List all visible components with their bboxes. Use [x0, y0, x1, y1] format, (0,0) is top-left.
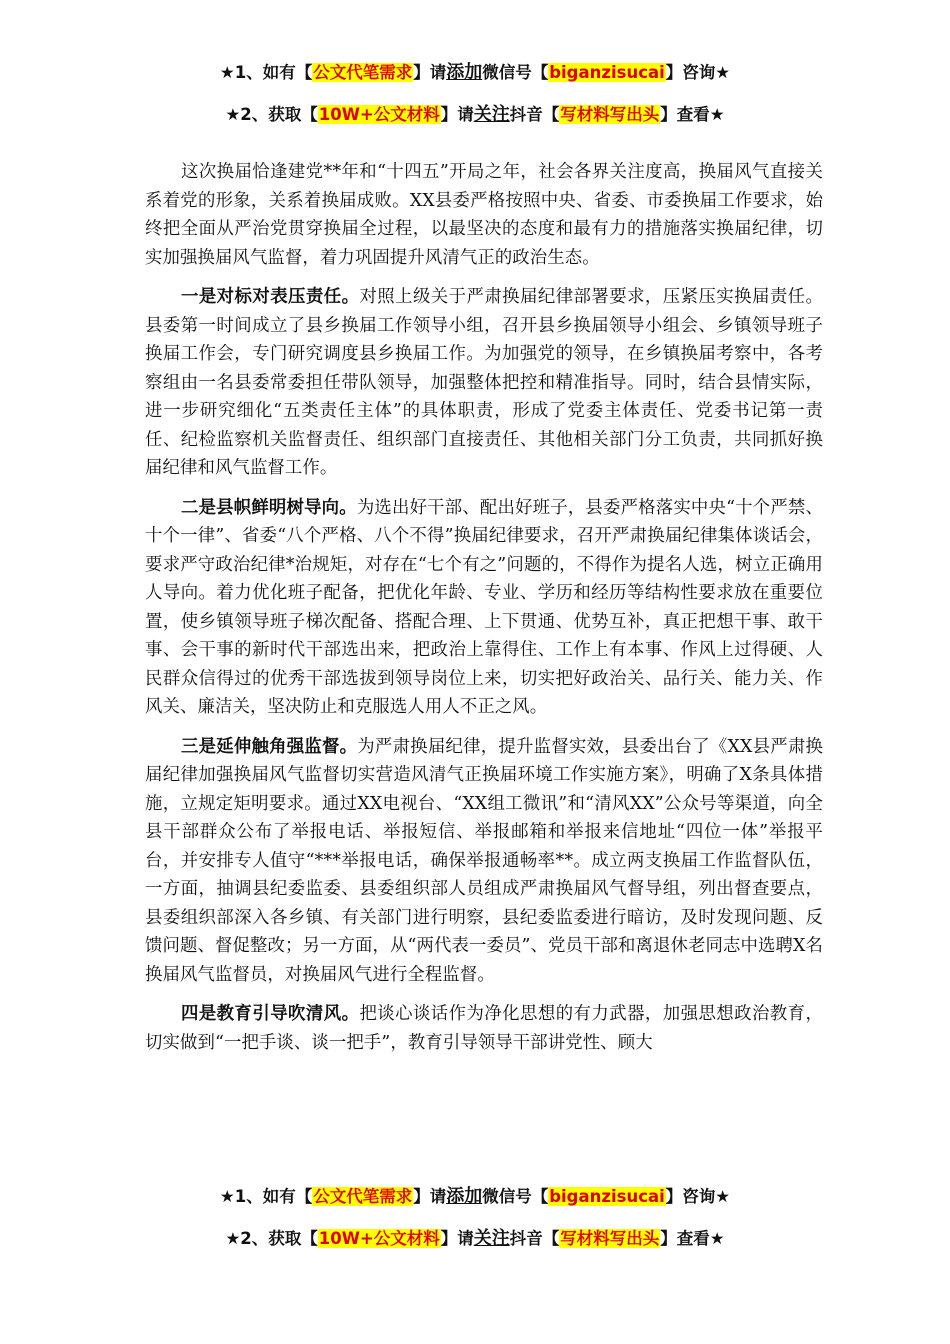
paragraph-lead: 三是延伸触角强监督。 [181, 736, 358, 757]
section-paragraph-4 [145, 1000, 823, 1057]
paragraph-text: 对照上级关于严肃换届纪律部署要求，压紧压实换届责任。县委第一时间成立了县乡换届工作领导小组，召开县乡换届领导小组会、乡镇领导班子换届工作会，专门研究调度县乡换届工作。为加强党的领导，在乡镇换届考察中，各考察组由一名县委常委担任带队领导，加强整体把控和精准指导。同时，结合县情实际，进一步研究细化“五类责任主体”的具体职责，形成了党委主体责任、党委书记第一责任、纪检监察机关监督责任、组织部门直接责任、其他相关部门分工负责，共同抓好换届纪律和风气监督工作。 [145, 287, 823, 478]
promo-text: 微信号【 [482, 63, 549, 82]
promo-line-1 [0, 62, 950, 84]
paragraph-lead: 四是教育引导吹清风。 [181, 1004, 360, 1024]
promo-underlined-text: 关注 [473, 104, 510, 125]
promo-prefix: ★1、如有【 [219, 1187, 313, 1206]
promo-underlined-text: 添加 [446, 62, 483, 83]
promo-suffix: 】查看★ [660, 105, 725, 124]
paragraph-text: 为选出好干部、配出好班子，县委严格落实中央“十个严禁、十个一律”、省委“八个严格、八个不得”换届纪律要求，召开严肃换届纪律集体谈话会，要求严守政治纪律*治规矩，对存在“七个有之”问题的，不得作为提名人选，树立正确用人导向。着力优化班子配备，把优化年龄、专业、学历和经历等结构性要求放在重要位置，使乡镇领导班子梯次配备、搭配合理、上下贯通、优势互补，真正把想干事、敢干事、会干事的新时代干部选出来，把政治上靠得住、工作上有本事、作风上过得硬、人民群众信得过的优秀干部选拔到领导岗位上来，切实把好政治关、品行关、能力关、作风关、廉洁关，坚决防止和克服选人用人不正之风。 [145, 497, 823, 717]
paragraph-text: 这次换届恰逢建党**年和“十四五”开局之年，社会各界关注度高，换届风气直接关系着党的形象，关系着换届成败。XX县委严格按照中央、省委、市委换届工作要求，始终把全面从严治党贯穿换届全过程，以最坚决的态度和最有力的措施落实换届纪律，切实加强换届风气监督，着力巩固提升风清气正的政治生态。 [145, 162, 823, 268]
promo-prefix: ★1、如有【 [219, 63, 313, 82]
promo-prefix: ★2、获取【 [225, 1229, 318, 1248]
promo-highlight: 公文代笔需求 [313, 63, 413, 82]
promo-suffix: 】咨询★ [665, 1187, 731, 1206]
promo-highlight: biganzisucai [549, 1187, 665, 1206]
promo-text: 抖音【 [509, 1229, 560, 1248]
promo-text: 】请 [440, 105, 474, 124]
promo-text: 】请 [413, 63, 447, 82]
promo-line-2 [0, 104, 950, 126]
promo-underlined-text: 添加 [446, 1186, 483, 1207]
promo-highlight: 10W+公文材料 [318, 1229, 440, 1248]
promo-underlined-text: 关注 [473, 1228, 510, 1249]
top-promo-banner [0, 62, 950, 146]
promo-prefix: ★2、获取【 [225, 105, 318, 124]
promo-suffix: 】查看★ [660, 1229, 725, 1248]
promo-text: 】请 [413, 1187, 447, 1206]
section-paragraph-1 [145, 283, 823, 483]
paragraph-lead: 二是县帜鲜明树导向。 [181, 497, 357, 518]
section-paragraph-2 [145, 494, 823, 722]
promo-highlight: biganzisucai [549, 63, 665, 82]
promo-highlight: 公文代笔需求 [313, 1187, 413, 1206]
promo-text: 】请 [440, 1229, 474, 1248]
promo-suffix: 】咨询★ [665, 63, 731, 82]
promo-line-1 [0, 1186, 950, 1208]
promo-highlight: 写材料写出头 [560, 1229, 660, 1248]
paragraph-text: 为严肃换届纪律，提升监督实效，县委出台了《XX县严肃换届纪律加强换届风气监督切实营造风清气正换届环境工作实施方案》，明确了X条具体措施，立规定矩明要求。通过XX电视台、“XX组工微讯”和“清风XX”公众号等渠道，向全县干部群众公布了举报电话、举报短信、举报邮箱和举报来信地址“四位一体”举报平台，并安排专人值守“***举报电话，确保举报通畅率**。成立两支换届工作监督队伍，一方面，抽调县纪委监委、县委组织部人员组成严肃换届风气督导组，列出督查要点，县委组织部深入各乡镇、有关部门进行明察，县纪委监委进行暗访，及时发现问题、反馈问题、督促整改；另一方面，从“两代表一委员”、党员干部和离退休老同志中选聘X名换届风气监督员，对换届风气进行全程监督。 [145, 736, 823, 985]
section-paragraph-3 [145, 733, 823, 990]
promo-line-2 [0, 1228, 950, 1250]
document-body [145, 158, 823, 1068]
promo-highlight: 10W+公文材料 [318, 105, 440, 124]
intro-paragraph [145, 158, 823, 272]
bottom-promo-banner [0, 1186, 950, 1270]
paragraph-lead: 一是对标对表压责任。 [181, 287, 360, 307]
promo-text: 抖音【 [509, 105, 560, 124]
promo-highlight: 写材料写出头 [560, 105, 660, 124]
promo-text: 微信号【 [482, 1187, 549, 1206]
paragraph-text: 把谈心谈话作为净化思想的有力武器，加强思想政治教育，切实做到“一把手谈、谈一把手”，教育引导领导干部讲党性、顾大 [145, 1004, 823, 1053]
